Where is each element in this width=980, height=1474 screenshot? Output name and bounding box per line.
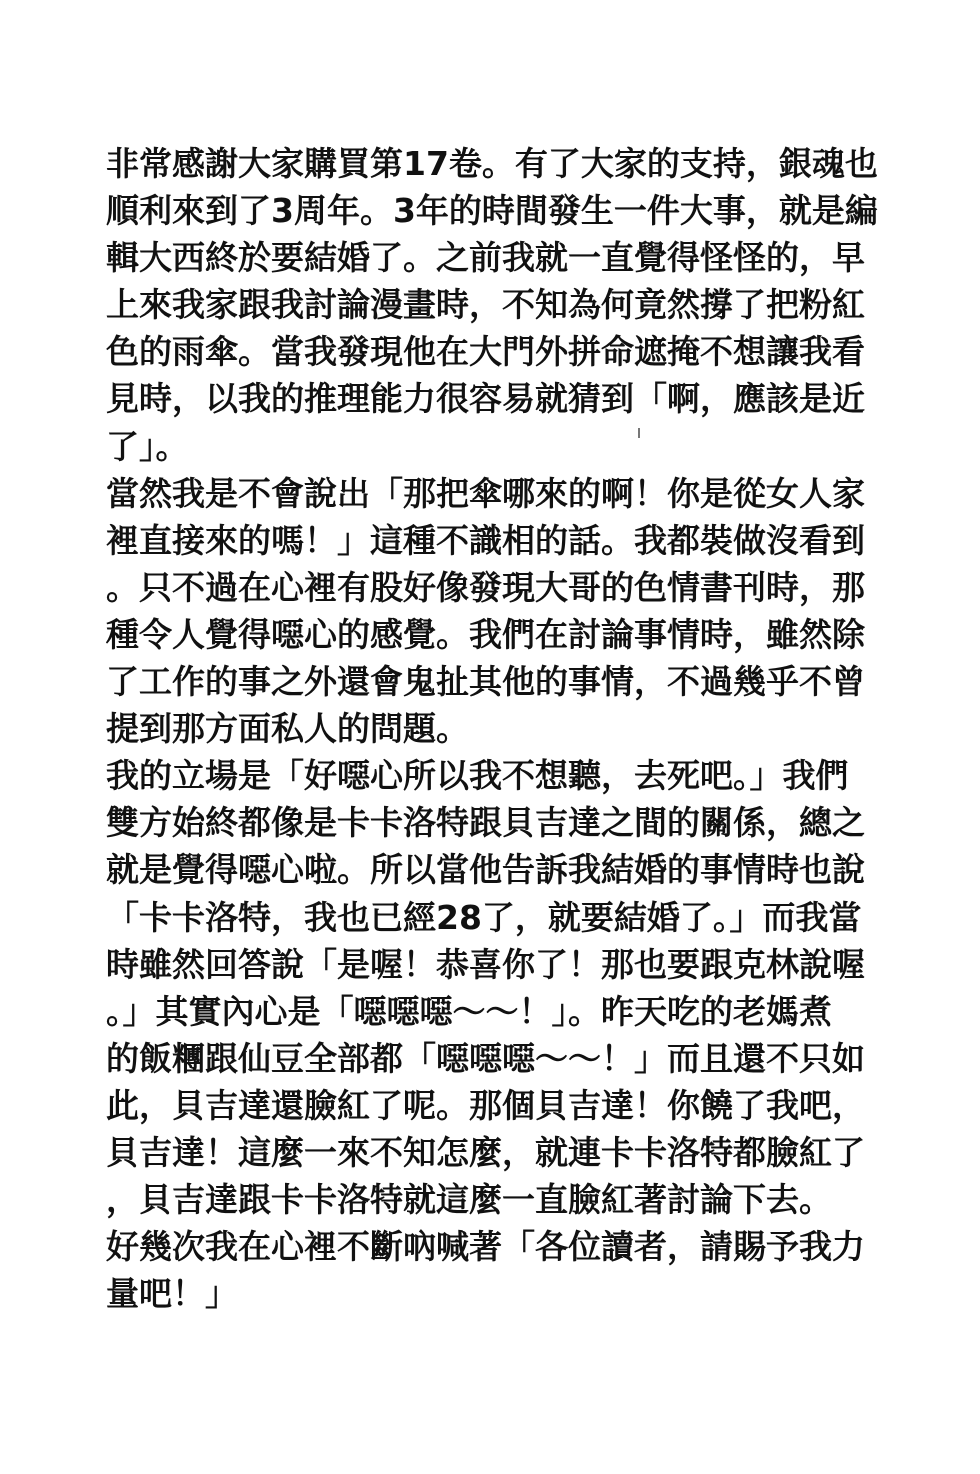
text-line: 。」其實內心是「噁噁噁～～！」。昨天吃的老媽煮 xyxy=(106,991,832,1031)
text-line: 的飯糰跟仙豆全部都「噁噁噁～～！」而且還不只如 xyxy=(106,1038,865,1078)
afterword-text xyxy=(106,140,886,1317)
text-line: 我的立場是「好噁心所以我不想聽，去死吧。」我們 xyxy=(106,756,849,796)
text-line: 了工作的事之外還會鬼扯其他的事情，不過幾乎不曾 xyxy=(106,662,865,702)
text-line: 輯大西終於要結婚了。之前我就一直覺得怪怪的，早 xyxy=(106,238,865,278)
text-line: 了」。 xyxy=(106,426,189,466)
text-line: 種令人覺得噁心的感覺。我們在討論事情時，雖然除 xyxy=(106,614,865,654)
text-line: 非常感謝大家購買第17卷。有了大家的支持，銀魂也 xyxy=(106,144,878,183)
text-line: 「卡卡洛特，我也已經28了，就要結婚了。」而我當 xyxy=(106,897,862,937)
text-line: 。只不過在心裡有股好像發現大哥的色情書刊時，那 xyxy=(106,567,865,607)
text-line: 見時，以我的推理能力很容易就猜到「啊，應該是近 xyxy=(106,379,865,419)
stray-ink-mark xyxy=(638,428,640,438)
text-line: 量吧！」 xyxy=(106,1274,238,1314)
text-line: 色的雨傘。當我發現他在大門外拼命遮掩不想讓我看 xyxy=(106,332,865,372)
text-line: 雙方始終都像是卡卡洛特跟貝吉達之間的關係，總之 xyxy=(106,803,865,843)
text-line: ，貝吉達跟卡卡洛特就這麼一直臉紅著討論下去。 xyxy=(106,1180,832,1220)
text-line: 此，貝吉達還臉紅了呢。那個貝吉達！你饒了我吧， xyxy=(106,1085,865,1125)
text-line: 當然我是不會說出「那把傘哪來的啊！你是從女人家 xyxy=(106,473,865,513)
text-line: 順利來到了3周年。3年的時間發生一件大事，就是編 xyxy=(106,191,878,231)
text-line: 提到那方面私人的問題。 xyxy=(106,709,469,749)
text-line: 上來我家跟我討論漫畫時，不知為何竟然撐了把粉紅 xyxy=(106,285,865,325)
text-line: 好幾次我在心裡不斷吶喊著「各位讀者，請賜予我力 xyxy=(106,1227,865,1267)
text-line: 裡直接來的嗎！」這種不識相的話。我都裝做沒看到 xyxy=(106,520,865,560)
text-line: 就是覺得噁心啦。所以當他告訴我結婚的事情時也說 xyxy=(106,850,865,890)
text-line: 時雖然回答說「是喔！恭喜你了！那也要跟克林說喔 xyxy=(106,944,865,984)
text-line: 貝吉達！這麼一來不知怎麼，就連卡卡洛特都臉紅了 xyxy=(106,1132,865,1172)
